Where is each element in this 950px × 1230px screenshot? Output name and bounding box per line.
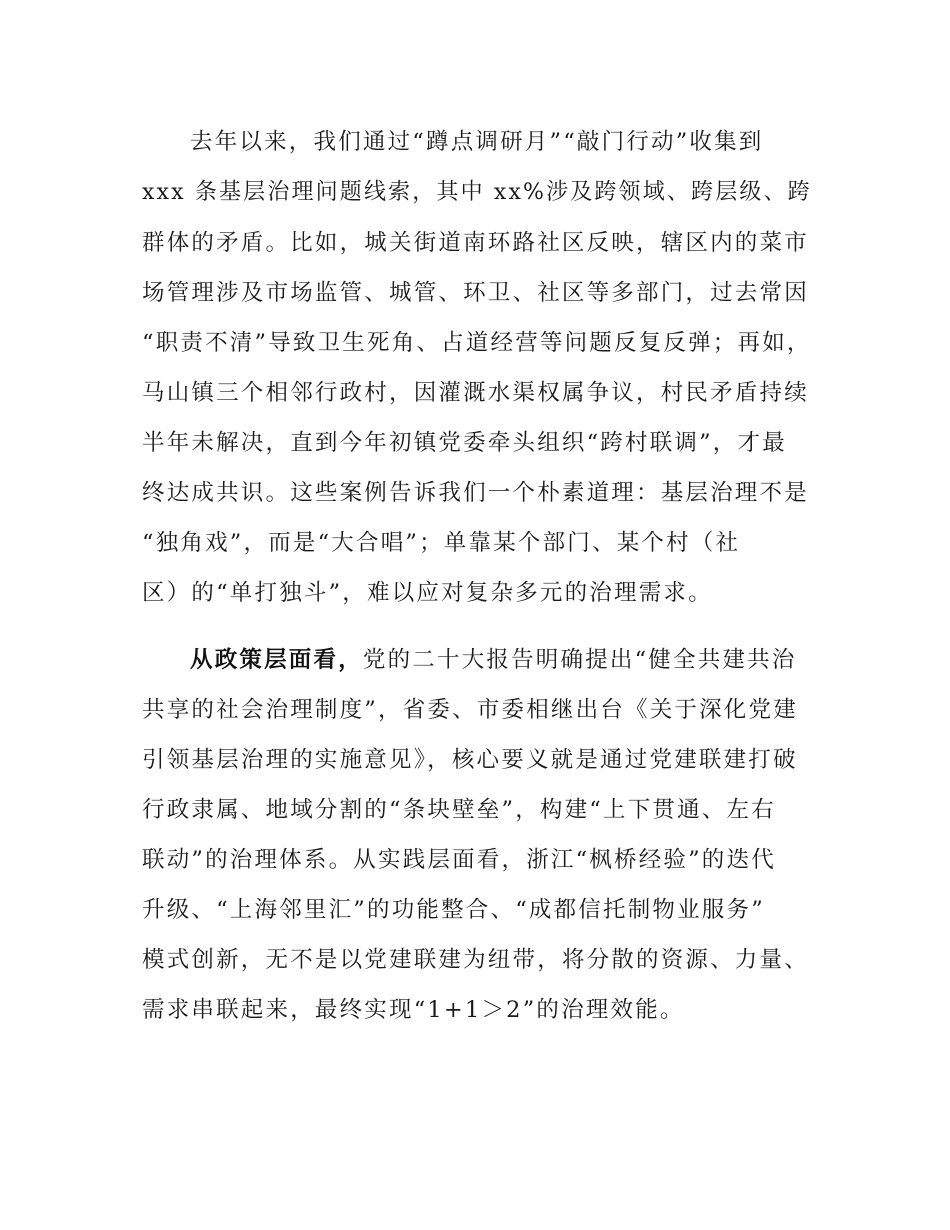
paragraph-2-line-1 — [190, 649, 797, 672]
paragraph-2-line-3: 引领基层治理的实施意见》，核心要义就是通过党建联建打破 — [142, 747, 798, 773]
paragraph-2-lead: 从政策层面看， — [190, 647, 363, 673]
paragraph-1-line-8: 终达成共识。这些案例告诉我们一个朴素道理：基层治理不是 — [142, 480, 809, 506]
paragraph-1-line-10: 区）的“单打独斗”，难以应对复杂多元的治理需求。 — [142, 580, 713, 606]
paragraph-2-line-6: 升级、“上海邻里汇”的功能整合、“成都信托制物业服务” — [142, 897, 765, 923]
paragraph-2-line-4: 行政隶属、地域分割的“条块壁垒”，构建“上下贯通、左右 — [142, 797, 776, 823]
paragraph-1-line-7: 半年未解决，直到今年初镇党委牵头组织“跨村联调”，才最 — [142, 430, 787, 456]
paragraph-1-line-3: 群体的矛盾。比如，城关街道南环路社区反映，辖区内的菜市 — [142, 230, 809, 256]
paragraph-1-line-1: 去年以来，我们通过“蹲点调研月”“敲门行动”收集到 — [190, 129, 764, 155]
paragraph-1-line-4: 场管理涉及市场监管、城管、环卫、社区等多部门，过去常因 — [142, 280, 809, 306]
paragraph-2-line-1-text: 党的二十大报告明确提出“健全共建共治 — [362, 647, 797, 673]
paragraph-1-line-9: “独角戏”，而是“大合唱”；单靠某个部门、某个村（社 — [142, 530, 741, 556]
paragraph-2-line-7: 模式创新，无不是以党建联建为纽带，将分散的资源、力量、 — [142, 947, 809, 973]
paragraph-1-line-6: 马山镇三个相邻行政村，因灌溉水渠权属争议，村民矛盾持续 — [142, 380, 809, 406]
paragraph-1-line-5: “职责不清”导致卫生死角、占道经营等问题反复反弹；再如， — [142, 330, 812, 356]
paragraph-2-line-5: 联动”的治理体系。从实践层面看，浙江“枫桥经验”的迭代 — [142, 847, 776, 873]
paragraph-2-line-2: 共享的社会治理制度”，省委、市委相继出台《关于深化党建 — [142, 697, 798, 723]
paragraph-2-line-8: 需求串联起来，最终实现“1+1＞2”的治理效能。 — [142, 997, 685, 1023]
paragraph-1-line-2: xxx 条基层治理问题线索，其中 xx%涉及跨领域、跨层级、跨 — [142, 179, 812, 205]
